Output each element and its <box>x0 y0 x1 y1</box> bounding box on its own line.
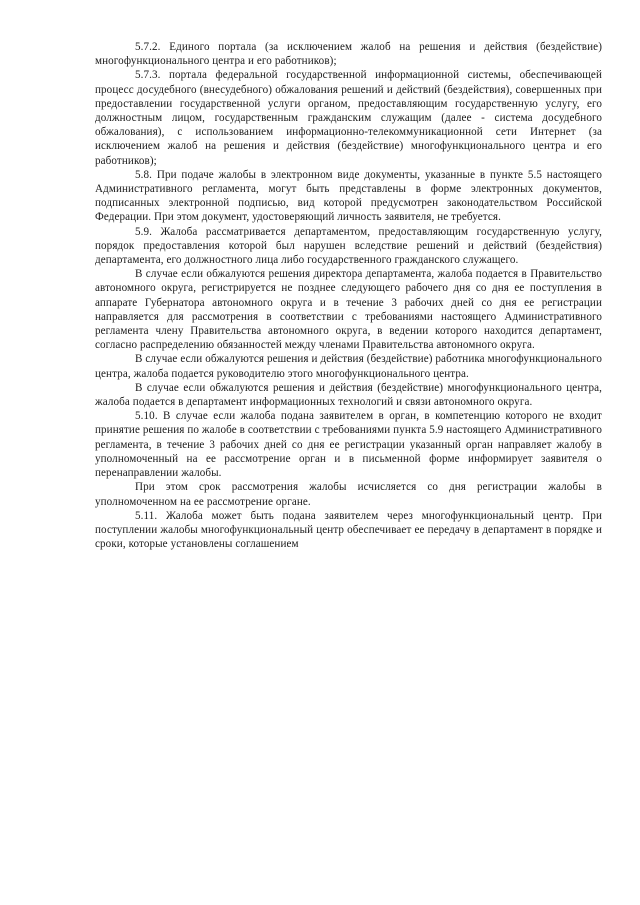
paragraph-5-7-2: 5.7.2. Единого портала (за исключением жалоб на решения и действия (бездействие) многофункционального центра и его работников); <box>95 41 602 68</box>
paragraph-5-11: 5.11. Жалоба может быть подана заявителем через многофункциональный центр. При поступлении жалобы многофункциональный центр обеспечивает ее передачу в департамент в порядке и сроки, которые установлены соглашением <box>95 509 602 551</box>
paragraph-mfc-worker-complaint: В случае если обжалуются решения и действия (бездействие) работника многофункционального центра, жалоба подается руководителю этого многофункционального центра. <box>95 353 602 380</box>
paragraph-5-10: 5.10. В случае если жалоба подана заявителем в орган, в компетенцию которого не входит принятие решения по жалобе в соответствии с требованиями пункта 5.9 настоящего Административного регламента, в течение 3 рабочих дней со дня ее регистрации указанный орган направляет жалобу в уполномоченный на ее рассмотрение орган и в письменной форме информирует заявителя о перенаправлении жалобы. <box>95 410 602 480</box>
paragraph-5-9: 5.9. Жалоба рассматривается департаментом, предоставляющим государственную услугу, порядок предоставления которой был нарушен вследствие решений и действий (бездействия) департамента, его должностного лица либо государственного гражданского служащего. <box>95 225 602 267</box>
paragraph-5-7-3: 5.7.3. портала федеральной государственной информационной системы, обеспечивающей процесс досудебного (внесудебного) обжалования решений и действий (бездействия), совершенных при предоставлении государственной услуги органом, предоставляющим государственную услугу, его должностным лицом, государственным гражданским служащим (далее - система досудебного обжалования), с использованием информационно-телекоммуникационной сети Интернет (за исключением жалоб на решения и действия (бездействие) многофункционального центра и его работников); <box>95 69 602 167</box>
paragraph-5-8: 5.8. При подаче жалобы в электронном виде документы, указанные в пункте 5.5 настоящего Административного регламента, могут быть представлены в форме электронных документов, подписанных электронной подписью, вид которой предусмотрен законодательством Российской Федерации. При этом документ, удостоверяющий личность заявителя, не требуется. <box>95 168 602 224</box>
document-body <box>95 40 602 551</box>
paragraph-review-term: При этом срок рассмотрения жалобы исчисляется со дня регистрации жалобы в уполномоченном на ее рассмотрение органе. <box>95 481 602 508</box>
paragraph-director-complaint: В случае если обжалуются решения директора департамента, жалоба подается в Правительство автономного округа, регистрируется не позднее следующего рабочего дня со дня ее поступления в аппарате Губернатора автономного округа и в течение 3 рабочих дней со дня ее регистрации направляется для рассмотрения в соответствии с требованиями настоящего Административного регламента члену Правительства автономного округа, в ведении которого находится департамент, согласно распределению обязанностей между членами Правительства автономного округа. <box>95 268 602 352</box>
paragraph-mfc-complaint: В случае если обжалуются решения и действия (бездействие) многофункционального центра, жалоба подается в департамент информационных технологий и связи автономного округа. <box>95 381 602 409</box>
